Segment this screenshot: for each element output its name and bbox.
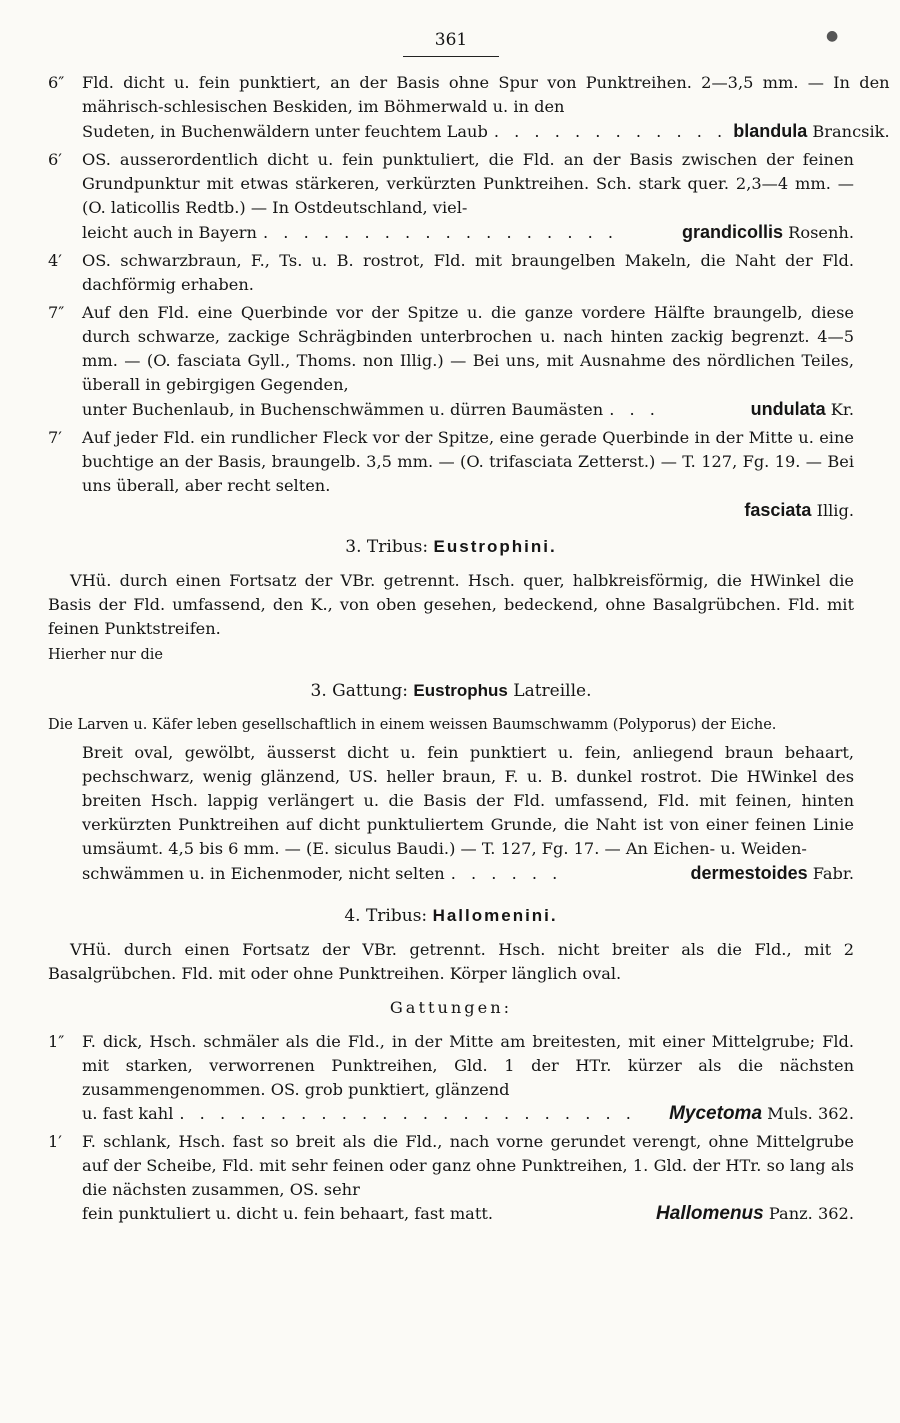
- entry-text: F. dick, Hsch. schmäler als die Fld., in der Mitte am breitesten, mit einer Mittelgrube; Fld. mit starken, verworrenen Punktreihen, Gld. 1 der HTr. kürzer als die nächsten zusammengenommen. OS. grob punktiert, glänzend: [82, 1032, 854, 1099]
- species-name: undulata: [750, 399, 826, 419]
- tribus-prefix: 3. Tribus:: [345, 537, 429, 557]
- entry-tail-text: u. fast kahl: [82, 1104, 174, 1123]
- leader-dots: . . . . . . . . . . . . . . . . . . . . . . .: [179, 1104, 636, 1123]
- species-author: Rosenh.: [788, 223, 854, 242]
- key-entry-7a: [48, 301, 854, 422]
- page-number: 361: [434, 30, 468, 50]
- entry-number: 1′: [48, 1132, 62, 1151]
- tribus-description: VHü. durch einen Fortsatz der VBr. getrennt. Hsch. quer, halbkreisförmig, die HWinkel die Basis der Fld. umfassend, den K., von oben gesehen, bedeckend, ohne Basalgrübchen. Fld. mit feinen Punktstreifen.: [48, 571, 854, 638]
- species-name: grandicollis: [681, 222, 784, 242]
- genus-name: Mycetoma: [669, 1103, 763, 1124]
- key-entry-1a: [48, 1030, 854, 1126]
- key-entry-6b: [48, 148, 854, 245]
- leader-dots: . . . . . . . . . . . .: [493, 122, 728, 141]
- entry-tail-text: leicht auch in Bayern: [82, 223, 257, 242]
- entry-tail: [82, 1102, 854, 1126]
- tribus-name: Hallomenini.: [432, 906, 558, 925]
- entry-species-line: [82, 498, 854, 523]
- entry-text: F. schlank, Hsch. fast so breit als die Fld., nach vorne gerundet verengt, ohne Mittelgrube auf der Scheibe, Fld. mit sehr feinen oder ganz ohne Punktreihen, 1. Gld. der HTr. so lang als die nächsten zusammen, OS. sehr: [82, 1132, 854, 1199]
- entry-tail: [82, 861, 854, 886]
- entry-number: 1″: [48, 1032, 65, 1051]
- ink-dot: ●: [826, 28, 839, 44]
- entry-text: Auf den Fld. eine Querbinde vor der Spitze u. die ganze vordere Hälfte braungelb, diese durch schwarze, zackige Schrägbinden unterbrochen u. nach hinten zackig begrenzt. 4—5 mm. — (O. fasciata Gyll., Thoms. non Illig.) — Bei uns, mit Ausnahme des nördlichen Teiles, überall in gebirgigen Gegenden,: [82, 303, 854, 394]
- species-name: fasciata: [744, 500, 812, 520]
- entry-text: OS. ausserordentlich dicht u. fein punktuliert, die Fld. an der Basis zwischen der feinen Grundpunktur mit etwas stärkeren, verkürzten Punktreihen. Sch. stark quer. 2,3—4 mm. — (O. laticollis Redtb.) — In Ostdeutschland, viel-: [82, 150, 854, 217]
- entry-number: 4′: [48, 251, 62, 270]
- leader-dots: . . .: [609, 400, 660, 419]
- key-entry-4b: [48, 249, 854, 297]
- tribus-heading-3: [48, 535, 854, 559]
- entry-number: 7″: [48, 303, 65, 322]
- species-author: Brancsik.: [812, 122, 890, 141]
- genus-author: Panz. 362.: [768, 1204, 854, 1223]
- species-name: dermestoides: [690, 863, 808, 883]
- page-number-rule: [403, 56, 499, 57]
- entry-text: OS. schwarzbraun, F., Ts. u. B. rostrot, Fld. mit braungelben Makeln, die Naht der Fld. dachförmig erhaben.: [82, 251, 854, 294]
- page: [48, 28, 890, 1230]
- key-entry-6a: [48, 71, 890, 144]
- entry-tail-text: fein punktuliert u. dicht u. fein behaart, fast matt.: [82, 1204, 493, 1223]
- key-entry-1b: [48, 1130, 854, 1226]
- tribus-description: VHü. durch einen Fortsatz der VBr. getrennt. Hsch. nicht breiter als die Fld., mit 2 Basalgrübchen. Fld. mit oder ohne Punktreihen. Körper länglich oval.: [48, 940, 854, 983]
- species-author: Fabr.: [812, 864, 854, 883]
- entry-tail: [82, 119, 890, 144]
- entry-number: 7′: [48, 428, 62, 447]
- entry-tail-text: unter Buchenlaub, in Buchenschwämmen u. dürren Baumästen: [82, 400, 604, 419]
- eustrophus-description-block: [48, 741, 854, 886]
- species-name: blandula: [733, 121, 808, 141]
- entry-text: Auf jeder Fld. ein rundlicher Fleck vor der Spitze, eine gerade Querbinde in der Mitte u. eine buchtige an der Basis, braungelb. 3,5 mm. — (O. trifasciata Zetterst.) — T. 127, Fg. 19. — Bei uns überall, aber recht selten.: [82, 428, 854, 495]
- larven-note: Die Larven u. Käfer leben gesellschaftlich in einem weissen Baumschwamm (Polyporus) der Eiche.: [48, 717, 777, 733]
- leader-dots: . . . . . .: [450, 864, 563, 883]
- entry-tail: [82, 1202, 854, 1226]
- key-entry-7b: [48, 426, 854, 523]
- entry-tail: [82, 220, 854, 245]
- entry-text: Fld. dicht u. fein punktiert, an der Basis ohne Spur von Punktreihen. 2—3,5 mm. — In den mährisch-schlesischen Beskiden, im Böhmerwald u. in den: [82, 73, 890, 116]
- leader-dots: . . . . . . . . . . . . . . . . . .: [262, 223, 619, 242]
- genus-name: Hallomenus: [656, 1203, 764, 1224]
- gattung-prefix: 3. Gattung:: [310, 681, 409, 701]
- species-author: Kr.: [830, 400, 854, 419]
- entry-tail: [82, 397, 854, 422]
- eustrophus-description: Breit oval, gewölbt, äusserst dicht u. fein punktiert u. fein, anliegend braun behaart, pechschwarz, wenig glänzend, US. heller braun, F. u. B. dunkel rostrot. Die HWinkel des breiten Hsch. lappig verlängert u. die Basis der Fld. umfassend, Fld. mit feinen, hinten verkürzten Punktreihen auf dicht punktuliertem Grunde, die Naht ist von einer feinen Linie umsäumt. 4,5 bis 6 mm. — (E. siculus Baudi.) — T. 127, Fg. 17. — An Eichen- u. Weiden-: [82, 743, 854, 858]
- entry-number: 6′: [48, 150, 62, 169]
- tribus-name: Eustrophini.: [433, 537, 557, 556]
- gattungen-heading: Gattungen:: [389, 998, 513, 1017]
- entry-tail-text: Sudeten, in Buchenwäldern unter feuchtem Laub: [82, 122, 488, 141]
- hierher-note: Hierher nur die: [48, 647, 163, 663]
- gattung-name: Eustrophus: [413, 681, 508, 700]
- entry-number: 6″: [48, 73, 65, 92]
- gattung-heading-3: [48, 679, 854, 703]
- entry-tail-text: schwämmen u. in Eichenmoder, nicht selten: [82, 864, 445, 883]
- tribus-heading-4: [48, 904, 854, 928]
- genus-author: Muls. 362.: [767, 1104, 854, 1123]
- gattung-author: Latreille.: [513, 681, 592, 701]
- species-author: Illig.: [816, 501, 854, 520]
- tribus-prefix: 4. Tribus:: [344, 906, 428, 926]
